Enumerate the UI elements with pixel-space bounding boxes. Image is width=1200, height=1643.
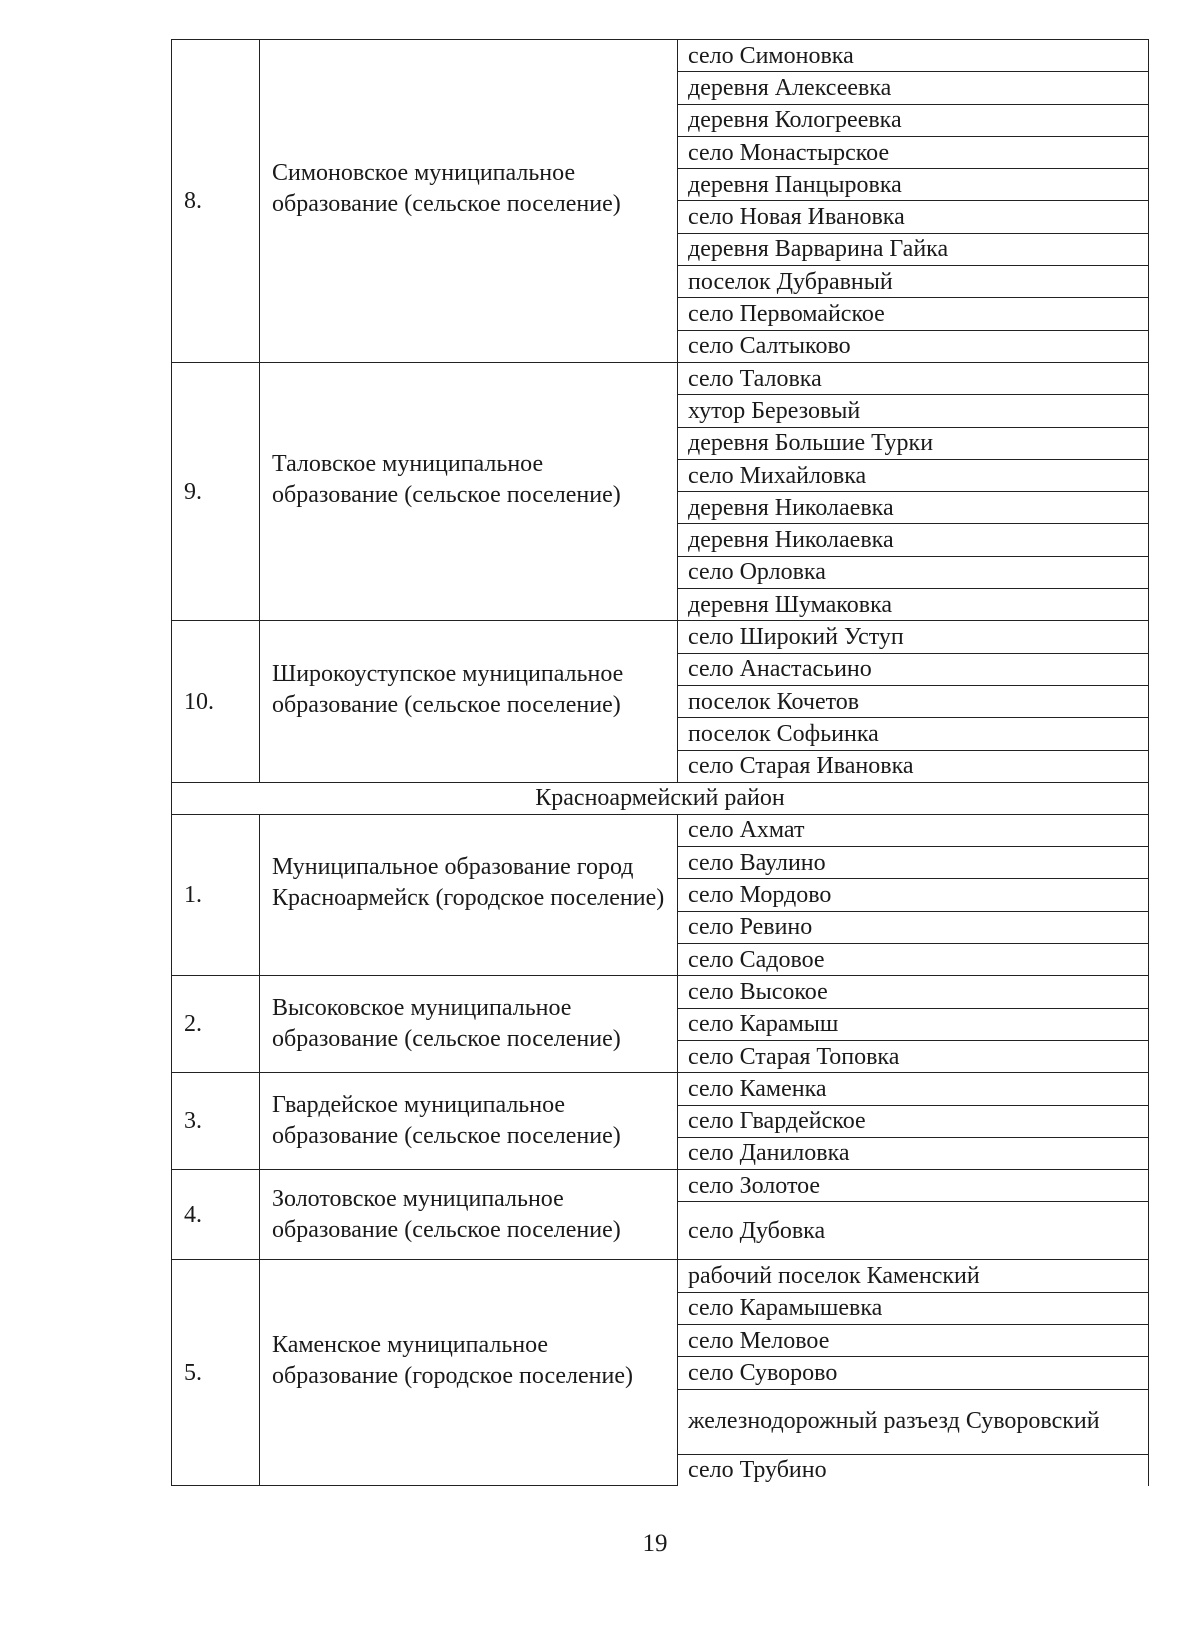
locality-cell: деревня Николаевка xyxy=(678,524,1149,556)
table-row xyxy=(172,976,1149,1008)
municipality-name xyxy=(260,621,678,782)
locality-cell: село Михайловка xyxy=(678,459,1149,491)
table-row xyxy=(172,362,1149,394)
district-header: Красноармейский район xyxy=(172,782,1149,814)
table-row xyxy=(172,1170,1149,1202)
locality-cell: село Ревино xyxy=(678,911,1149,943)
locality-cell: село Меловое xyxy=(678,1324,1149,1356)
locality-cell: поселок Кочетов xyxy=(678,685,1149,717)
municipality-name xyxy=(260,1073,678,1170)
table-row xyxy=(172,40,1149,72)
municipality-name-text: Муниципальное образование город Красноармейск (городское поселение) xyxy=(272,854,665,912)
locality-cell: село Каменка xyxy=(678,1073,1149,1105)
locality-cell: село Ахмат xyxy=(678,814,1149,846)
locality-cell: село Салтыково xyxy=(678,330,1149,362)
group-number: 9. xyxy=(172,362,260,620)
settlements-table-body xyxy=(172,40,1149,1486)
locality-cell: село Суворово xyxy=(678,1357,1149,1389)
locality-cell: село Широкий Уступ xyxy=(678,621,1149,653)
locality-cell: село Анастасьино xyxy=(678,653,1149,685)
group-number: 2. xyxy=(172,976,260,1073)
municipality-name-text: Гвардейское муниципальное образование (сельское поселение) xyxy=(272,1092,621,1150)
locality-cell: село Мордово xyxy=(678,879,1149,911)
settlements-table xyxy=(171,39,1149,1486)
locality-cell: деревня Большие Турки xyxy=(678,427,1149,459)
locality-cell: деревня Николаевка xyxy=(678,492,1149,524)
municipality-name xyxy=(260,362,678,620)
locality-cell: село Таловка xyxy=(678,362,1149,394)
municipality-name-text: Высоковское муниципальное образование (сельское поселение) xyxy=(272,995,621,1053)
table-row xyxy=(172,1260,1149,1292)
locality-cell: село Первомайское xyxy=(678,298,1149,330)
locality-cell: село Карамыш xyxy=(678,1008,1149,1040)
municipality-name xyxy=(260,976,678,1073)
municipality-name-text: Таловское муниципальное образование (сельское поселение) xyxy=(272,450,621,508)
municipality-name xyxy=(260,1260,678,1486)
locality-cell: деревня Варварина Гайка xyxy=(678,233,1149,265)
locality-cell: село Садовое xyxy=(678,944,1149,976)
municipality-name-text: Каменское муниципальное образование (городское поселение) xyxy=(272,1331,634,1389)
locality-cell: село Карамышевка xyxy=(678,1292,1149,1324)
locality-cell: село Орловка xyxy=(678,556,1149,588)
locality-cell: село Высокое xyxy=(678,976,1149,1008)
locality-cell: деревня Кологреевка xyxy=(678,104,1149,136)
district-row xyxy=(172,782,1149,814)
group-number: 10. xyxy=(172,621,260,782)
locality-cell: деревня Алексеевка xyxy=(678,72,1149,104)
locality-cell: хутор Березовый xyxy=(678,395,1149,427)
locality-cell: село Симоновка xyxy=(678,40,1149,72)
locality-cell: село Гвардейское xyxy=(678,1105,1149,1137)
municipality-name xyxy=(260,1170,678,1260)
municipality-name-text: Симоновское муниципальное образование (сельское поселение) xyxy=(272,159,621,217)
locality-cell: село Даниловка xyxy=(678,1137,1149,1169)
municipality-name xyxy=(260,40,678,363)
locality-cell: железнодорожный разъезд Суворовский xyxy=(678,1389,1149,1454)
locality-cell: поселок Софьинка xyxy=(678,718,1149,750)
locality-cell: село Новая Ивановка xyxy=(678,201,1149,233)
municipality-name-text: Золотовское муниципальное образование (сельское поселение) xyxy=(272,1185,621,1243)
locality-cell: рабочий поселок Каменский xyxy=(678,1260,1149,1292)
locality-cell: деревня Шумаковка xyxy=(678,589,1149,621)
locality-cell: село Монастырское xyxy=(678,136,1149,168)
table-row xyxy=(172,621,1149,653)
locality-cell: село Трубино xyxy=(678,1454,1149,1486)
locality-cell: поселок Дубравный xyxy=(678,266,1149,298)
municipality-name xyxy=(260,814,678,975)
locality-cell: село Старая Ивановка xyxy=(678,750,1149,782)
group-number: 3. xyxy=(172,1073,260,1170)
group-number: 8. xyxy=(172,40,260,363)
locality-cell: село Дубовка xyxy=(678,1202,1149,1260)
locality-cell: село Ваулино xyxy=(678,847,1149,879)
table-row xyxy=(172,814,1149,846)
group-number: 5. xyxy=(172,1260,260,1486)
municipality-name-text: Широкоуступское муниципальное образование (сельское поселение) xyxy=(272,660,624,718)
locality-cell: село Золотое xyxy=(678,1170,1149,1202)
group-number: 4. xyxy=(172,1170,260,1260)
table-row xyxy=(172,1073,1149,1105)
locality-cell: село Старая Топовка xyxy=(678,1040,1149,1072)
locality-cell: деревня Панцыровка xyxy=(678,169,1149,201)
page-number: 19 xyxy=(642,1530,668,1557)
group-number: 1. xyxy=(172,814,260,975)
